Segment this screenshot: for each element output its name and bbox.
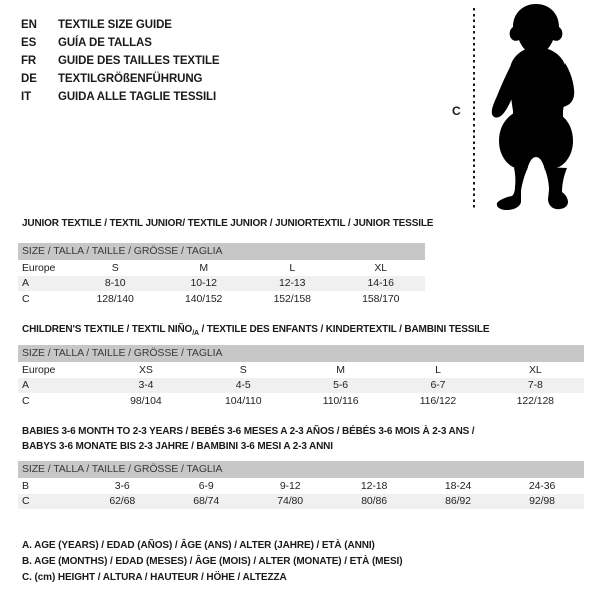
language-code: EN — [21, 19, 37, 31]
language-code: DE — [21, 73, 37, 85]
size-cell: 12-13 — [279, 277, 306, 290]
row-label: Europe — [22, 363, 56, 376]
footnote-b: B. AGE (MONTHS) / EDAD (MESES) / ÂGE (MOIS) / ALTER (MONATE) / ETÀ (MESI) — [22, 556, 403, 567]
babies-title-line2: BABYS 3-6 MONATE BIS 2-3 JAHRE / BAMBINI 3-6 MESI A 2-3 ANNI — [22, 441, 333, 452]
footnote-legend — [22, 538, 402, 586]
row-label: C — [22, 394, 30, 407]
children-title-sub: /A — [192, 330, 199, 337]
junior-table-title: JUNIOR TEXTILE / TEXTIL JUNIOR/ TEXTILE JUNIOR / JUNIORTEXTIL / JUNIOR TESSILE — [22, 218, 434, 229]
size-cell: 92/98 — [529, 495, 555, 508]
size-header-bar: SIZE / TALLA / TAILLE / GRÖSSE / TAGLIA — [18, 345, 584, 362]
size-cell: 74/80 — [277, 495, 304, 508]
language-code: FR — [21, 55, 37, 67]
language-label: GUIDA ALLE TAGLIE TESSILI — [58, 91, 217, 103]
size-cell: 104/110 — [225, 394, 262, 407]
language-title-list — [21, 16, 220, 106]
size-cell: 4-5 — [235, 379, 251, 392]
row-label: Europe — [22, 261, 56, 274]
language-row — [21, 70, 220, 88]
size-cell: S — [239, 363, 247, 376]
size-cell: 98/104 — [130, 394, 162, 407]
babies-title-line1: BABIES 3-6 MONTH TO 2-3 YEARS / BEBÉS 3-6 MESES A 2-3 AÑOS / BÉBÉS 3-6 MOIS À 2-3 ANS / — [22, 426, 475, 437]
size-cell: 68/74 — [193, 495, 220, 508]
table-row — [18, 362, 584, 378]
children-title-text: CHILDREN'S TEXTILE / TEXTIL NIÑO — [22, 324, 193, 335]
table-row — [18, 260, 425, 276]
children-table-title — [22, 322, 489, 341]
language-row — [21, 52, 220, 70]
babies-table-title — [22, 424, 562, 454]
size-cell: 62/68 — [109, 495, 136, 508]
size-header-bar: SIZE / TALLA / TAILLE / GRÖSSE / TAGLIA — [18, 243, 425, 260]
language-code: IT — [21, 91, 32, 103]
size-cell: 86/92 — [445, 495, 471, 508]
language-label: TEXTILGRÖßENFÜHRUNG — [58, 73, 203, 85]
size-cell: 152/158 — [273, 292, 311, 305]
size-cell: 80/86 — [361, 495, 387, 508]
size-cell: XS — [139, 363, 153, 376]
table-row — [18, 276, 425, 292]
size-cell: 9-12 — [279, 479, 301, 492]
table-row — [18, 478, 584, 494]
language-code: ES — [21, 37, 37, 49]
children-title-text: / TEXTILE DES ENFANTS / KINDERTEXTIL / BAMBINI TESSILE — [198, 324, 490, 335]
size-cell: 110/116 — [322, 394, 359, 407]
size-header-bar: SIZE / TALLA / TAILLE / GRÖSSE / TAGLIA — [18, 461, 584, 478]
language-label: GUIDE DES TAILLES TEXTILE — [58, 55, 220, 67]
size-cell: 3-6 — [114, 479, 130, 492]
size-cell: 122/128 — [516, 394, 554, 407]
babies-size-table — [18, 461, 584, 509]
size-cell: 5-6 — [333, 379, 349, 392]
size-cell: 18-24 — [444, 479, 472, 492]
height-measure-label-c: C — [452, 104, 461, 118]
row-label: A — [22, 379, 29, 392]
size-cell: L — [289, 261, 296, 274]
size-cell: XL — [374, 261, 388, 274]
size-cell: 7-8 — [527, 379, 543, 392]
size-cell: 24-36 — [528, 479, 556, 492]
size-cell: 3-4 — [138, 379, 154, 392]
children-size-table — [18, 345, 584, 409]
size-cell: 10-12 — [190, 277, 217, 290]
row-label: C — [22, 495, 30, 508]
row-label: B — [22, 479, 29, 492]
size-cell: 128/140 — [96, 292, 134, 305]
row-label: C — [22, 292, 30, 305]
table-row — [18, 494, 584, 510]
size-cell: M — [199, 261, 208, 274]
table-row — [18, 393, 584, 409]
row-label: A — [22, 277, 29, 290]
language-label: TEXTILE SIZE GUIDE — [58, 19, 172, 31]
language-row — [21, 34, 220, 52]
table-row — [18, 291, 425, 307]
size-cell: 8-10 — [104, 277, 126, 290]
size-cell: S — [111, 261, 119, 274]
size-cell: M — [336, 363, 345, 376]
size-cell: 158/170 — [362, 292, 400, 305]
baby-silhouette-image — [484, 3, 588, 213]
size-cell: 116/122 — [419, 394, 457, 407]
footnote-a: A. AGE (YEARS) / EDAD (AÑOS) / ÂGE (ANS) / ALTER (JAHRE) / ETÀ (ANNI) — [22, 540, 375, 551]
size-cell: 12-18 — [360, 479, 388, 492]
size-cell: 140/152 — [185, 292, 223, 305]
language-label: GUÍA DE TALLAS — [58, 37, 152, 49]
table-row — [18, 378, 584, 394]
language-row — [21, 88, 220, 106]
size-cell: L — [435, 363, 441, 376]
language-row — [21, 16, 220, 34]
junior-size-table — [18, 243, 425, 307]
height-reference-dotted-line — [473, 8, 475, 209]
size-cell: 14-16 — [367, 277, 394, 290]
size-cell: 6-7 — [430, 379, 446, 392]
size-cell: XL — [528, 363, 542, 376]
size-cell: 6-9 — [198, 479, 214, 492]
footnote-c: C. (cm) HEIGHT / ALTURA / HAUTEUR / HÖHE / ALTEZZA — [22, 572, 287, 583]
